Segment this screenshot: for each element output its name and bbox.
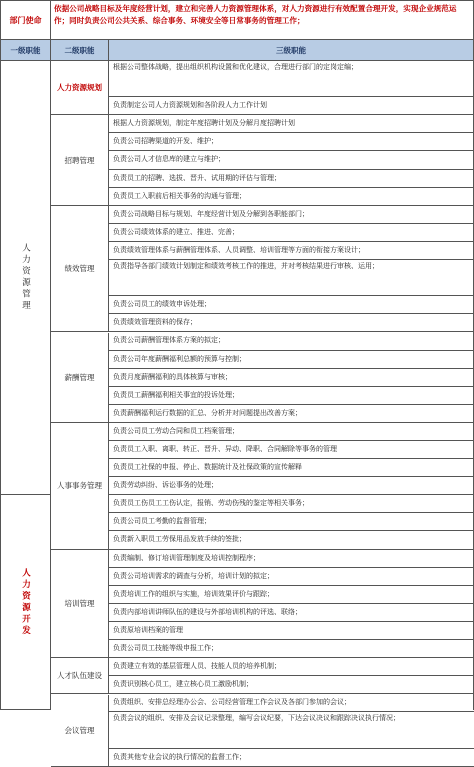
level3-row: 负责员工入职前后相关事务的沟通与管理； — [109, 188, 474, 206]
level3-row: 根据人力资源规划，制定年度招聘计划及分解月度招聘计划 — [109, 115, 474, 133]
header-level3: 三级职能 — [276, 45, 306, 55]
level3-row: 负责员工薪酬福利相关事宜的投诉处理； — [109, 387, 474, 405]
level3-row: 负责公司员工劳动合同和员工档案管理； — [109, 423, 474, 441]
level2-cell-training: 培训管理 — [51, 550, 109, 659]
level3-row: 负责原培训档案的管理 — [109, 622, 474, 640]
level3-row: 负责指导各部门绩效计划制定和绩效考核工作的推进，并对考核结果进行审核、运用； — [109, 260, 474, 296]
level3-row: 负责公司绩效体系的建立、推进、完善； — [109, 224, 474, 242]
level3-row: 负责月度薪酬福利的具体核算与审核； — [109, 369, 474, 387]
level3-row: 负责员工伤员工工伤认定，报销、劳动伤残的鉴定等相关事务； — [109, 495, 474, 513]
level3-row: 负责公司人才信息库的建立与维护； — [109, 151, 474, 169]
level3-row: 负责员工的招聘、选拔、晋升、试用期的评估与管理； — [109, 170, 474, 188]
mission-label: 部门使命 — [1, 1, 51, 39]
header-level1: 一级职能 — [1, 40, 51, 60]
level3-row: 负责制定公司人力资源规划和各阶段人力工作计划 — [109, 97, 474, 115]
level3-row: 根据公司整体战略，提出组织机构设置和优化建议，合理进行部门的定岗定编； — [109, 61, 474, 97]
level3-row: 负责公司员工技能等级申报工作； — [109, 640, 474, 658]
level3-row: 负责公司招聘渠道的开发、维护； — [109, 133, 474, 151]
level3-row: 负责公司员工考勤的监督管理； — [109, 513, 474, 531]
level3-row: 负责员工社保的申报、停止、数据统计及社保政策的宣传解释 — [109, 459, 474, 477]
level2-cell-performance: 绩效管理 — [51, 206, 109, 333]
level3-row: 负责内部培训讲师队伍的建设与外部培训机构的评选、联络； — [109, 604, 474, 622]
level2-cell-talent-building: 人才队伍建设 — [51, 658, 109, 694]
level2-cell-recruitment: 招聘管理 — [51, 115, 109, 206]
mission-row — [0, 0, 474, 40]
level3-row: 负责培训工作的组织与实施，培训效果评价与跟踪； — [109, 586, 474, 604]
level3-row: 负责组织、安排总经理办公会、公司经营管理工作会议及各部门参加的会议； — [109, 694, 474, 712]
level3-row: 负责绩效管理资料的保存； — [109, 314, 474, 332]
level3-row: 负责会议的组织、安排及会议记录整理，编写会议纪要，下达会议决议和跟踪决议执行情况； — [109, 712, 474, 748]
level3-row: 负责公司年度薪酬福利总额的预算与控制； — [109, 351, 474, 369]
level3-row: 负责薪酬福利运行数据的汇总、分析并对问题提出改善方案； — [109, 405, 474, 423]
level3-row: 负责编制、修订培训管理制度及培训控制程序； — [109, 550, 474, 568]
level3-list — [109, 61, 474, 767]
level2-cell-personnel-affairs: 人事事务管理 — [51, 423, 109, 550]
header-level2: 二级职能 — [51, 40, 109, 60]
table-header — [0, 40, 474, 61]
mission-text: 依据公司战略目标及年度经营计划，建立和完善人力资源管理体系，对人力资源进行有效配置合理开发，实现企业规范运作；同时负责公司公共关系、综合事务、环境安全等日常事务的管理工作； — [54, 4, 457, 25]
level3-row: 负责公司培训需求的调查与分析，培训计划的拟定； — [109, 568, 474, 586]
level3-row: 负责公司战略目标与规划、年度经营计划及分解到各职能部门； — [109, 206, 474, 224]
level1-cell-hr-development: 人力资源开发 — [1, 495, 51, 710]
level3-row: 负责绩效管理体系与薪酬管理体系、人员调整、培训管理等方面的衔接方案设计； — [109, 242, 474, 260]
level3-row: 负责建立有效的基层管理人员、技能人员的培养机制； — [109, 658, 474, 676]
level3-row: 负责公司薪酬管理体系方案的拟定； — [109, 332, 474, 350]
level3-row: 负责劳动纠纷、诉讼事务的处理； — [109, 477, 474, 495]
level3-row: 负责识别核心员工，建立核心员工激励机制； — [109, 676, 474, 694]
level3-row: 负责新入职员工劳保用品发放手续的签批； — [109, 531, 474, 549]
level2-cell-meeting: 会议管理 — [51, 695, 109, 767]
level3-row: 负责其他专业会议的执行情况的监督工作； — [109, 749, 474, 767]
table-body — [0, 61, 474, 761]
level2-cell-compensation: 薪酬管理 — [51, 333, 109, 424]
level2-cell-hr-planning: 人力资源规划 — [51, 61, 109, 115]
level3-row: 负责公司员工的绩效申诉处理； — [109, 296, 474, 314]
level3-row: 负责员工入职、离职、转正、晋升、异动、降职、合同解除等事务的管理 — [109, 441, 474, 459]
level1-cell-hr-management: 人力资源管理 — [1, 61, 51, 495]
